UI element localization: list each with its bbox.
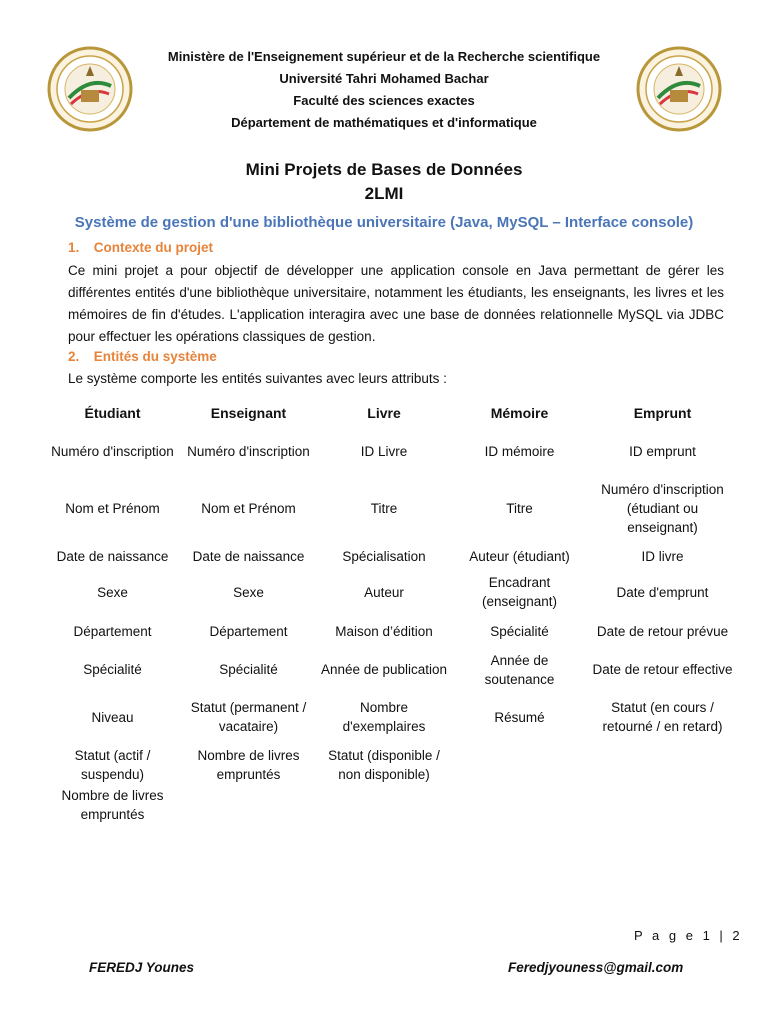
table-cell: Spécialité	[83, 662, 142, 677]
table-cell: Encadrant (enseignant)	[481, 575, 558, 609]
department-line: Département de mathématiques et d'informatique	[231, 115, 537, 130]
section-title: Entités du système	[93, 349, 217, 364]
table-cell: Nom et Prénom	[201, 500, 296, 516]
table-cell: ID mémoire	[484, 443, 555, 459]
table-cell: ID emprunt	[629, 443, 696, 459]
column-header: Étudiant	[84, 405, 141, 421]
table-cell	[181, 785, 316, 825]
column-header: Emprunt	[633, 405, 692, 421]
table-cell	[316, 785, 452, 825]
table-cell: Statut (disponible / non disponible)	[328, 748, 440, 782]
table-cell: ID Livre	[360, 443, 408, 459]
column-header: Livre	[367, 405, 401, 421]
table-cell	[452, 785, 587, 825]
column-header: Enseignant	[210, 405, 287, 421]
table-row	[44, 572, 738, 612]
table-cell: Date de naissance	[192, 548, 305, 564]
table-row	[44, 426, 738, 476]
table-cell: Numéro d'inscription	[187, 443, 310, 459]
page-number: P a g e 1 | 2	[634, 928, 743, 943]
section-heading-context	[68, 240, 213, 255]
section-number: 2.	[68, 349, 80, 364]
entities-table	[44, 400, 738, 825]
table-cell	[587, 745, 738, 785]
institution-header	[0, 46, 768, 134]
table-cell: Année de publication	[320, 662, 448, 677]
table-row	[44, 689, 738, 745]
document-title	[0, 158, 768, 206]
entities-intro: Le système comporte les entités suivantes avec leurs attributs :	[68, 371, 447, 386]
table-cell: Spécialisation	[342, 548, 426, 564]
table-cell: Statut (actif / suspendu)	[74, 748, 151, 782]
ministry-line: Ministère de l'Enseignement supérieur et de la Recherche scientifique	[167, 49, 601, 64]
table-cell: Département	[73, 623, 152, 639]
table-cell	[452, 745, 587, 785]
footer-author: FEREDJ Younes	[89, 960, 195, 975]
table-cell: Titre	[370, 500, 398, 516]
table-row	[44, 612, 738, 650]
table-cell: Maison d’édition	[335, 623, 433, 639]
table-row	[44, 745, 738, 785]
table-cell: Nom et Prénom	[65, 500, 160, 516]
table-cell: Résumé	[494, 709, 545, 725]
context-paragraph: Ce mini projet a pour objectif de développer une application console en Java permettant de gérer les différentes entités d'une bibliothèque universitaire, notamment les étudiants, les enseignants, les livres et les mémoires de fin d'études. L'application interagira avec une base de données relationnelle MySQL via JDBC pour effectuer les opérations classiques de gestion.	[68, 263, 724, 344]
class-line: 2LMI	[364, 184, 404, 203]
table-cell: Statut (en cours / retourné / en retard)	[602, 700, 723, 734]
table-cell: Département	[209, 623, 288, 639]
section-number: 1.	[68, 240, 80, 255]
table-cell: Spécialité	[490, 623, 549, 639]
table-cell: Statut (permanent / vacataire)	[190, 700, 307, 734]
footer-email: Feredjyouness@gmail.com	[508, 960, 684, 975]
table-cell	[587, 785, 738, 825]
table-cell: Sexe	[233, 584, 264, 600]
table-cell: Numéro d'inscription	[51, 443, 174, 459]
table-row	[44, 650, 738, 689]
table-cell: Date de naissance	[56, 548, 169, 564]
faculty-line: Faculté des sciences exactes	[293, 93, 475, 108]
section-heading-entities	[68, 349, 217, 364]
table-cell: Numéro d'inscription (étudiant ou enseignant)	[601, 481, 724, 535]
table-cell: Titre	[506, 500, 533, 516]
table-row	[44, 476, 738, 540]
column-header: Mémoire	[490, 405, 549, 421]
table-cell: Date de retour prévue	[596, 623, 729, 639]
table-cell: Spécialité	[219, 662, 278, 677]
table-cell: Date d'emprunt	[616, 584, 709, 600]
section-title: Contexte du projet	[93, 240, 214, 255]
project-subtitle: Système de gestion d'une bibliothèque universitaire (Java, MySQL – Interface console)	[74, 214, 694, 231]
title-line: Mini Projets de Bases de Données	[245, 160, 523, 179]
table-cell: Auteur (étudiant)	[469, 548, 570, 564]
table-cell: Date de retour effective	[592, 662, 733, 677]
table-cell: ID livre	[641, 548, 684, 564]
table-header-row	[44, 400, 738, 426]
table-cell: Année de soutenance	[484, 652, 555, 687]
table-cell: Nombre de livres empruntés	[61, 788, 164, 822]
university-line: Université Tahri Mohamed Bachar	[279, 71, 489, 86]
table-cell: Niveau	[91, 709, 134, 725]
table-cell: Sexe	[97, 584, 128, 600]
table-cell: Nombre de livres empruntés	[197, 748, 300, 782]
table-cell: Auteur	[364, 584, 404, 600]
table-cell: Nombre d'exemplaires	[342, 700, 426, 734]
table-row	[44, 540, 738, 572]
table-row	[44, 785, 738, 825]
